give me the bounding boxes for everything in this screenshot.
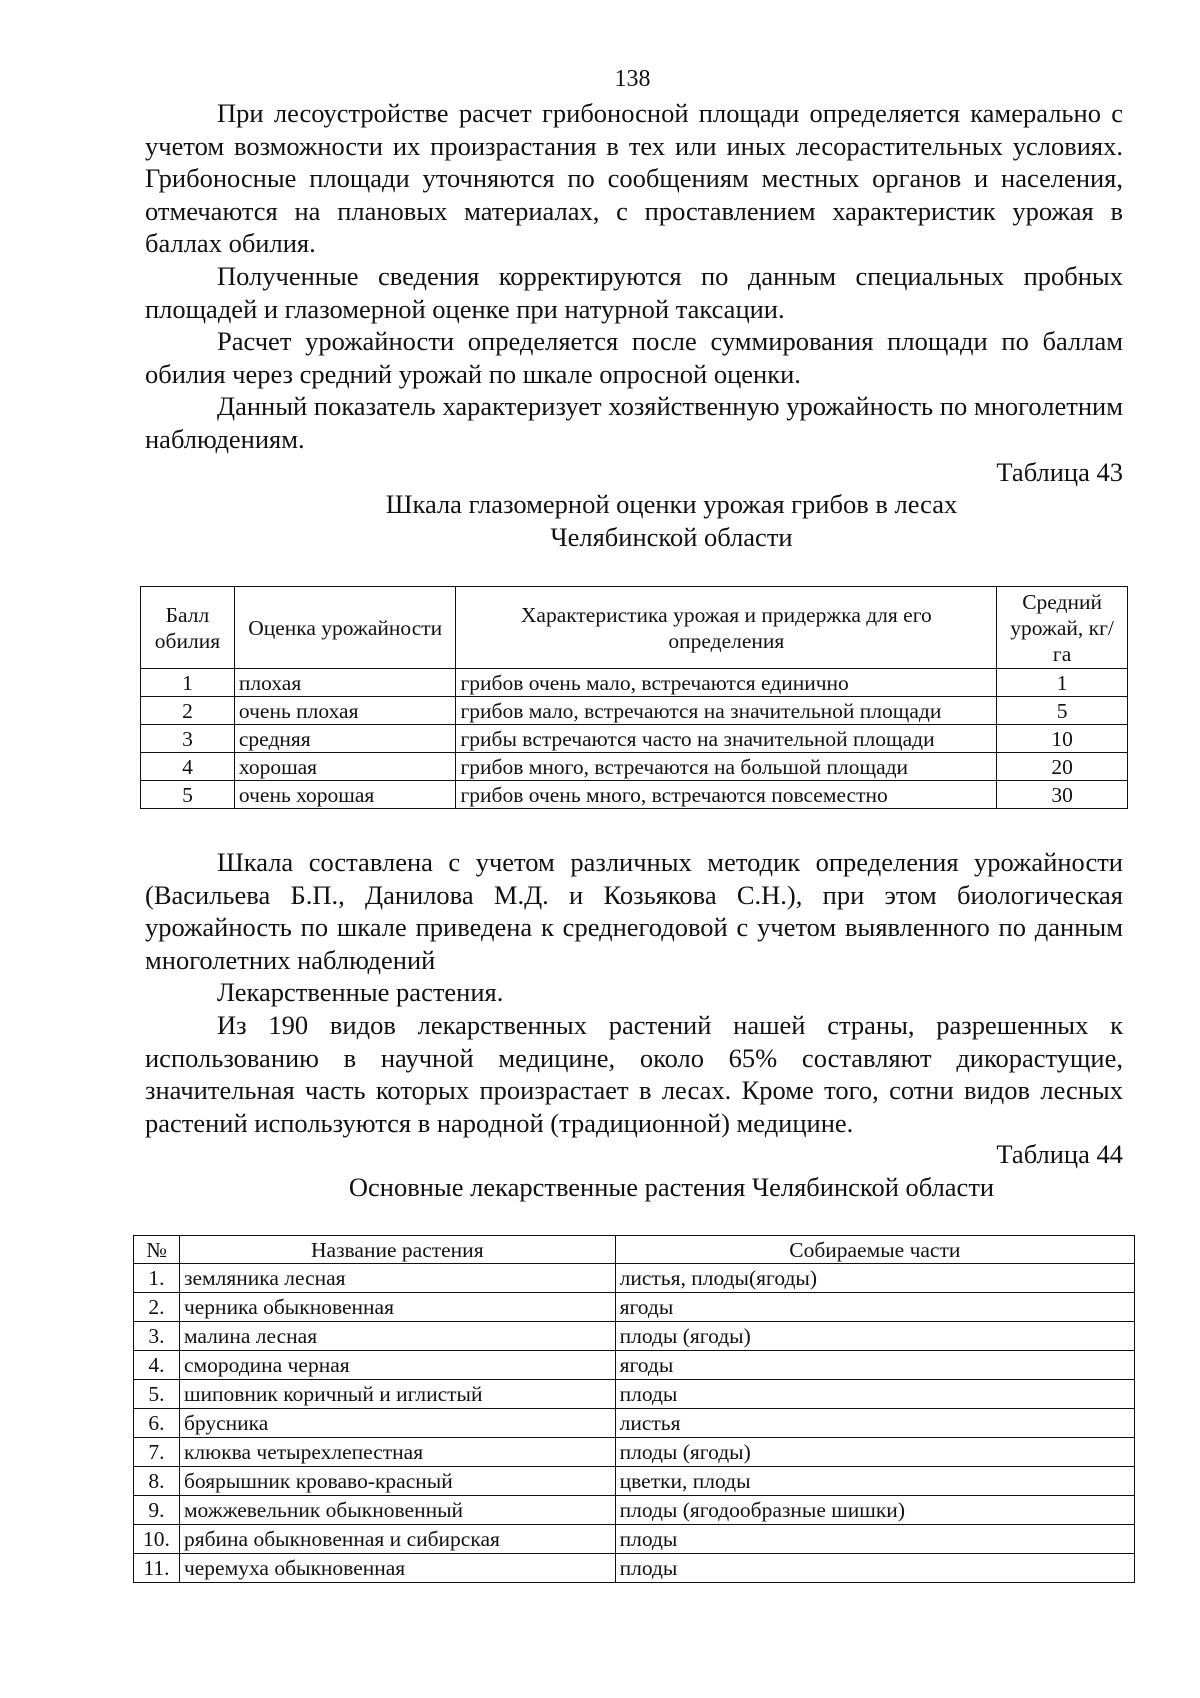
table-row (141, 697, 1128, 725)
mushroom-yield-table (140, 586, 1128, 809)
paragraph: Данный показатель характеризует хозяйственную урожайность по многолетним наблюдениям. (145, 391, 1123, 454)
cell-num: 7. (134, 1438, 180, 1467)
header-rating: Оценка урожайности (234, 587, 456, 669)
table-row (141, 725, 1128, 753)
cell-rating: хорошая (234, 753, 456, 781)
header-parts: Собираемые части (615, 1236, 1134, 1264)
table-row (141, 781, 1128, 809)
cell-yield: 20 (997, 753, 1128, 781)
cell-parts: ягоды (615, 1293, 1134, 1322)
table-row (141, 753, 1128, 781)
cell-num: 8. (134, 1467, 180, 1496)
cell-num: 11. (134, 1554, 180, 1583)
header-description: Характеристика урожая и придержка для его определения (456, 587, 997, 669)
cell-num: 2. (134, 1293, 180, 1322)
middle-text (145, 846, 1123, 1139)
cell-score: 2 (141, 697, 235, 725)
header-num: № (134, 1236, 180, 1264)
table-row (134, 1467, 1135, 1496)
paragraph: При лесоустройстве расчет грибоносной площади определяется камерально с учетом возможности их произрастания в тех или иных лесорастительных условиях. Грибоносные площади уточняются по сообщениям местных органов и населения, отмечаются на плановых материалах, с проставлением характеристик урожая в баллах обилия. (145, 98, 1123, 259)
intro-text (145, 97, 1123, 456)
cell-parts: плоды (615, 1525, 1134, 1554)
paragraph: Полученные сведения корректируются по данным специальных пробных площадей и глазомерной оценке при натурной таксации. (145, 260, 1123, 324)
cell-name: боярышник кроваво-красный (179, 1467, 615, 1496)
table-row (134, 1496, 1135, 1525)
cell-parts: листья (615, 1409, 1134, 1438)
cell-yield: 30 (997, 781, 1128, 809)
medicinal-plants-table (133, 1235, 1135, 1583)
table-row (134, 1322, 1135, 1351)
table-row (134, 1351, 1135, 1380)
cell-name: черемуха обыкновенная (179, 1554, 615, 1583)
cell-num: 4. (134, 1351, 180, 1380)
cell-name: черника обыкновенная (179, 1293, 615, 1322)
cell-description: грибы встречаются часто на значительной площади (456, 725, 997, 753)
cell-yield: 10 (997, 725, 1128, 753)
cell-num: 5. (134, 1380, 180, 1409)
table-row (141, 669, 1128, 697)
cell-score: 3 (141, 725, 235, 753)
cell-num: 9. (134, 1496, 180, 1525)
cell-rating: очень хорошая (234, 781, 456, 809)
cell-rating: очень плохая (234, 697, 456, 725)
caption-line: Челябинской области (550, 521, 793, 552)
cell-parts: плоды (ягоды) (615, 1438, 1134, 1467)
cell-num: 6. (134, 1409, 180, 1438)
table-44-label: Таблица 44 (996, 1139, 1123, 1169)
table-row (134, 1264, 1135, 1293)
table-row (134, 1438, 1135, 1467)
table-44-caption: Основные лекарственные растения Челябинской области (348, 1172, 995, 1202)
cell-name: можжевельник обыкновенный (179, 1496, 615, 1525)
cell-yield: 1 (997, 669, 1128, 697)
table-row (134, 1409, 1135, 1438)
cell-score: 4 (141, 753, 235, 781)
cell-name: рябина обыкновенная и сибирская (179, 1525, 615, 1554)
table-header-row (134, 1236, 1135, 1264)
cell-parts: плоды (615, 1380, 1134, 1409)
cell-parts: плоды (ягоды) (615, 1322, 1134, 1351)
cell-parts: плоды (ягодообразные шишки) (615, 1496, 1134, 1525)
cell-name: смородина черная (179, 1351, 615, 1380)
table-43-caption (145, 488, 1198, 553)
paragraph: Расчет урожайности определяется после суммирования площади по баллам обилия через средний урожай по шкале опросной оценки. (145, 326, 1123, 389)
paragraph: Шкала составлена с учетом различных методик определения урожайности (Васильева Б.П., Данилова М.Д. и Козьякова С.Н.), при этом биологическая урожайность по шкале приведена к среднегодовой с учетом выявленного по данным многолетних наблюдений (145, 847, 1123, 975)
cell-description: грибов мало, встречаются на значительной площади (456, 697, 997, 725)
cell-rating: плохая (234, 669, 456, 697)
cell-name: брусника (179, 1409, 615, 1438)
table-row (134, 1380, 1135, 1409)
cell-description: грибов много, встречаются на большой площади (456, 753, 997, 781)
header-score: Балл обилия (141, 587, 235, 669)
cell-rating: средняя (234, 725, 456, 753)
table-43-label: Таблица 43 (996, 457, 1123, 487)
cell-name: земляника лесная (179, 1264, 615, 1293)
caption-line: Шкала глазомерной оценки урожая грибов в лесах (385, 489, 958, 519)
cell-parts: листья, плоды(ягоды) (615, 1264, 1134, 1293)
cell-parts: ягоды (615, 1351, 1134, 1380)
paragraph: Лекарственные растения. (217, 977, 504, 1008)
table-row (134, 1525, 1135, 1554)
cell-num: 1. (134, 1264, 180, 1293)
cell-description: грибов очень мало, встречаются единично (456, 669, 997, 697)
cell-name: шиповник коричный и иглистый (179, 1380, 615, 1409)
paragraph: Из 190 видов лекарственных растений нашей страны, разрешенных к использованию в научной медицине, около 65% составляют дикорастущие, значительная часть которых произрастает в лесах. Кроме того, сотни видов лесных растений используются в народной (традиционной) медицине. (145, 1009, 1123, 1138)
cell-num: 10. (134, 1525, 180, 1554)
cell-score: 1 (141, 669, 235, 697)
cell-yield: 5 (997, 697, 1128, 725)
cell-score: 5 (141, 781, 235, 809)
header-yield: Средний урожай, кг/га (997, 587, 1128, 669)
table-header-row (141, 587, 1128, 669)
cell-parts: цветки, плоды (615, 1467, 1134, 1496)
page-number: 138 (614, 66, 651, 92)
cell-num: 3. (134, 1322, 180, 1351)
table-row (134, 1293, 1135, 1322)
table-row (134, 1554, 1135, 1583)
header-name: Название растения (179, 1236, 615, 1264)
cell-name: клюква четырехлепестная (179, 1438, 615, 1467)
cell-description: грибов очень много, встречаются повсеместно (456, 781, 997, 809)
cell-name: малина лесная (179, 1322, 615, 1351)
cell-parts: плоды (615, 1554, 1134, 1583)
